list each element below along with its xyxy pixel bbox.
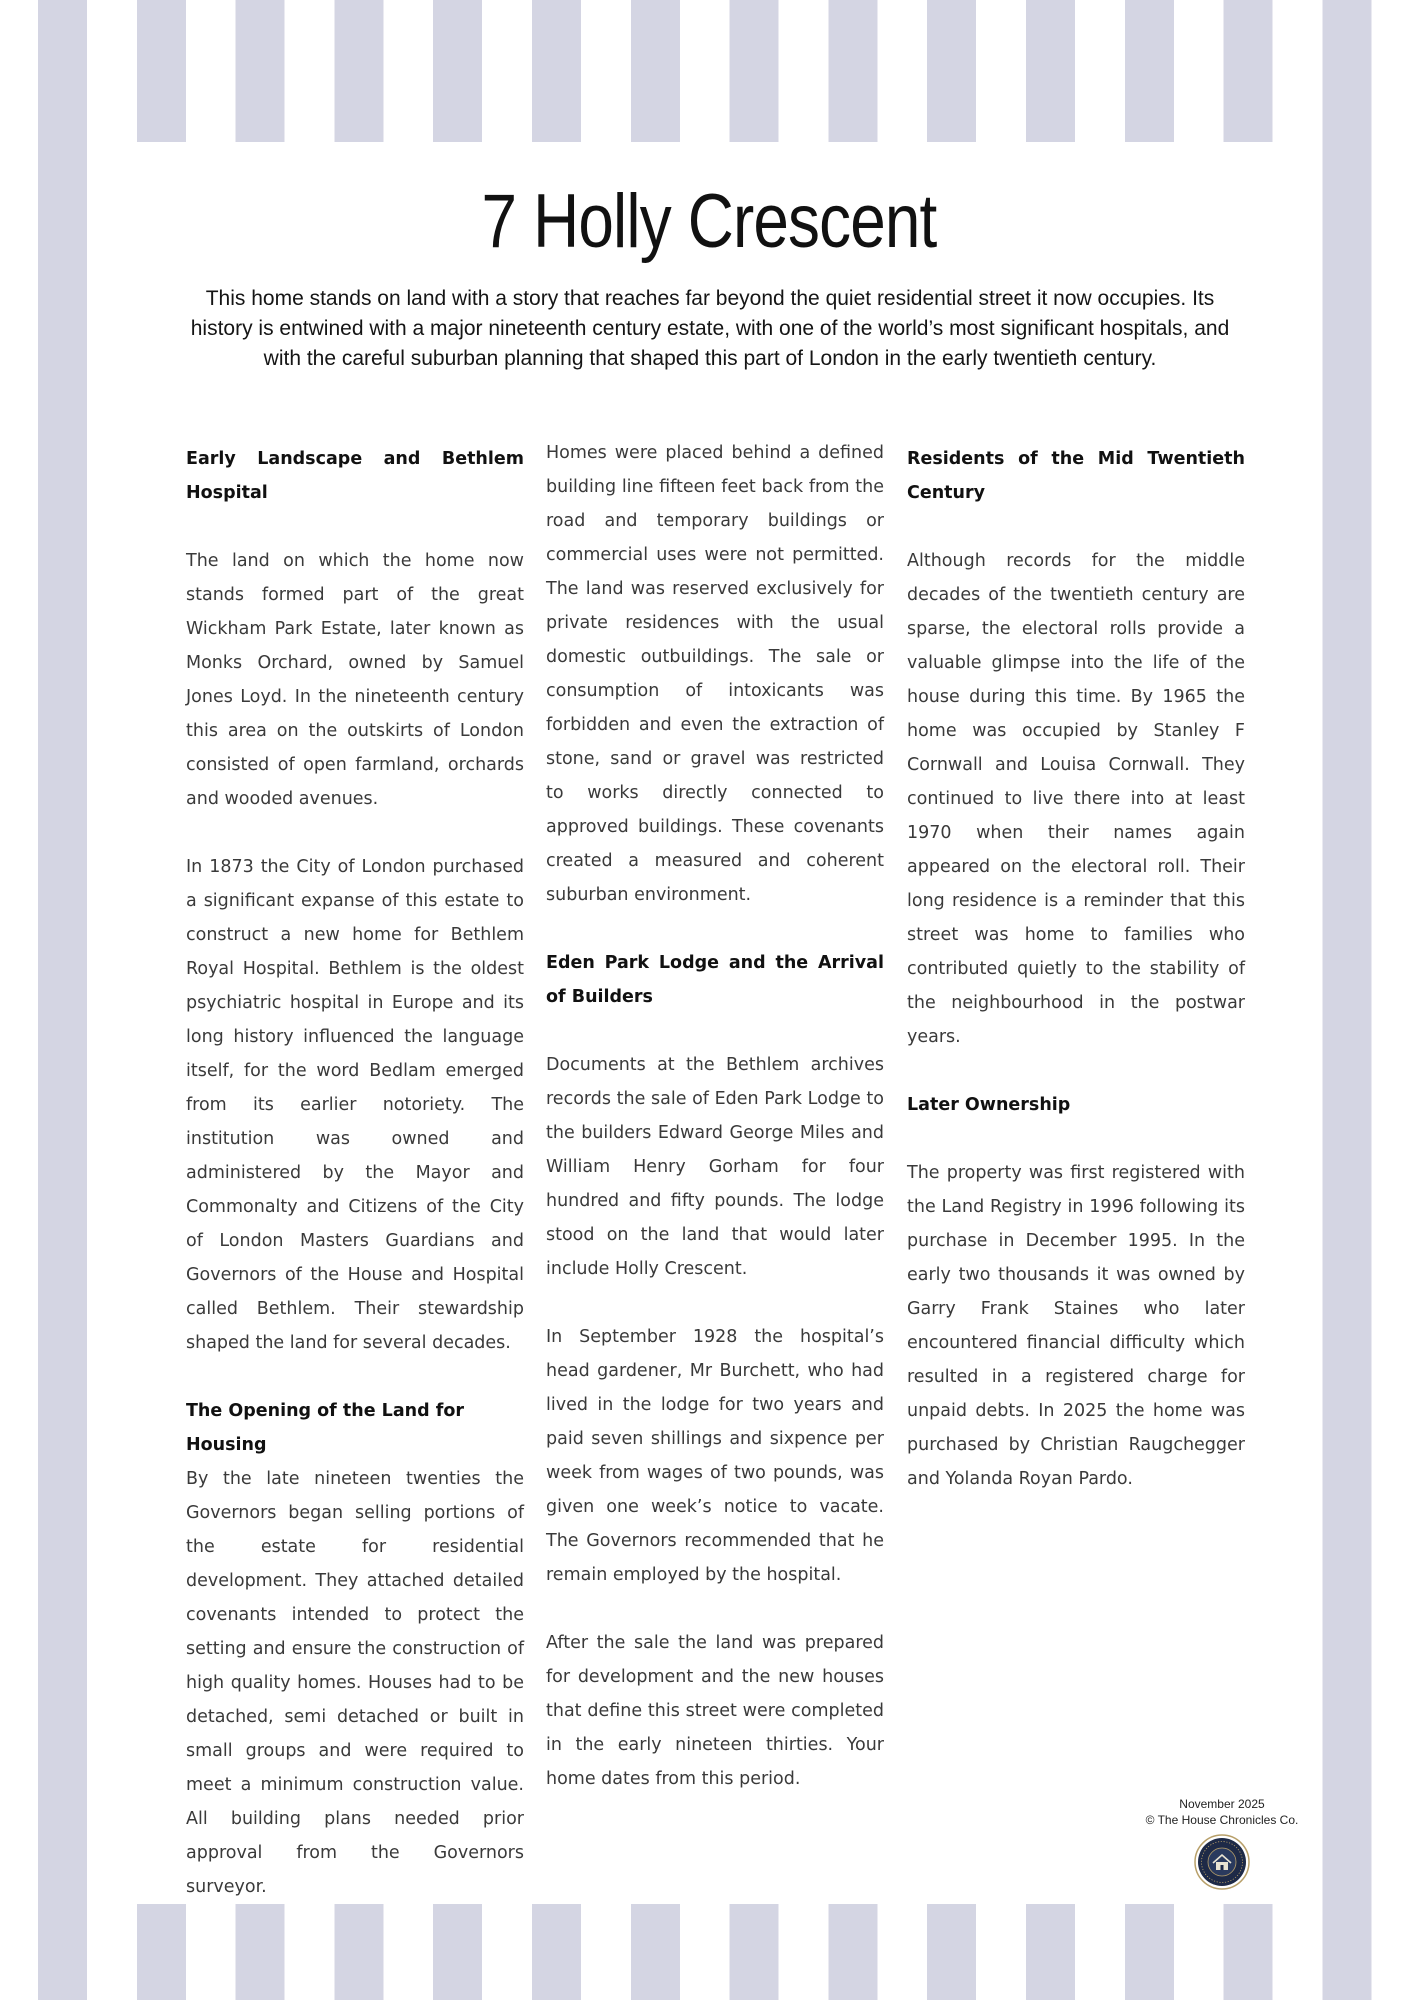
paragraph: Although records for the middle decades of the twentieth century are sparse, the electoral rolls provide a valuable glimpse into the life of the house during this time. By 1965 the home was occupied by Stanley F Cornwall and Louisa Cornwall. They continued to live there into at least 1970 when their names again appeared on the electoral roll. Their long residence is a reminder that this street was home to families who contributed quietly to the stability of the neighbourhood in the postwar years. — [907, 551, 1245, 1047]
column-left — [186, 442, 524, 1904]
heading-later-ownership: Later Ownership — [907, 1095, 1071, 1115]
paragraph: In 1873 the City of London purchased a significant expanse of this estate to construct a new home for Bethlem Royal Hospital. Bethlem is the oldest psychiatric hospital in Europe and its long history influenced the language itself, for the word Bedlam emerged from its earlier notoriety. The institution was owned and administered by the Mayor and Commonalty and Citizens of the City of London Masters Guardians and Governors of the House and Hospital called Bethlem. Their stewardship shaped the land for several decades. — [186, 857, 524, 1353]
column-middle — [546, 436, 884, 1796]
heading-residents: Residents of the Mid Twentieth Century — [907, 449, 1245, 503]
document-sheet — [116, 142, 1302, 1904]
paragraph: The property was first registered with the Land Registry in 1996 following its purchase in December 1995. In the early two thousands it was owned by Garry Frank Staines who later encountered financial difficulty which resulted in a registered charge for unpaid debts. In 2025 the home was purchased by Christian Raugchegger and Yolanda Royan Pardo. — [907, 1163, 1245, 1489]
heading-eden-park-lodge: Eden Park Lodge and the Arrival of Builders — [546, 953, 884, 1007]
paragraph: By the late nineteen twenties the Governors began selling portions of the estate for residential development. They attached detailed covenants intended to protect the setting and ensure the construction of high quality homes. Houses had to be detached, semi detached or built in small groups and were required to meet a minimum construction value. All building plans needed prior approval from the Governors surveyor. — [186, 1469, 524, 1897]
footer-date: November 2025 — [1179, 1797, 1265, 1811]
paragraph: Homes were placed behind a defined building line fifteen feet back from the road and temporary buildings or commercial uses were not permitted. The land was reserved exclusively for private residences with the usual domestic outbuildings. The sale or consumption of intoxicants was forbidden and even the extraction of stone, sand or gravel was restricted to works directly connected to approved buildings. These covenants created a measured and coherent suburban environment. — [546, 443, 884, 905]
page-title: 7 Holly Crescent — [481, 179, 937, 264]
paragraph: In September 1928 the hospital’s head gardener, Mr Burchett, who had lived in the lodge for two years and paid seven shillings and sixpence per week from wages of two pounds, was given one week’s notice to vacate. The Governors recommended that he remain employed by the hospital. — [546, 1327, 884, 1585]
footer — [1122, 1796, 1322, 1828]
footer-copyright: © The House Chronicles Co. — [1145, 1813, 1299, 1827]
intro-paragraph: This home stands on land with a story that reaches far beyond the quiet residential street it now occupies. Its history is entwined with a major nineteenth century estate, with one of the world’s most significant hospitals, and with the careful suburban planning that shaped this part of London in the early twentieth century. — [190, 287, 1230, 370]
paragraph: The land on which the home now stands formed part of the great Wickham Park Estate, later known as Monks Orchard, owned by Samuel Jones Loyd. In the nineteenth century this area on the outskirts of London consisted of open farmland, orchards and wooded avenues. — [186, 551, 524, 809]
paragraph: Documents at the Bethlem archives records the sale of Eden Park Lodge to the builders Edward George Miles and William Henry Gorham for four hundred and fifty pounds. The lodge stood on the land that would later include Holly Crescent. — [546, 1055, 884, 1279]
heading-opening-land: The Opening of the Land for Housing — [186, 1401, 464, 1455]
column-right — [907, 442, 1245, 1496]
heading-early-landscape: Early Landscape and Bethlem Hospital — [186, 449, 524, 503]
house-seal-icon — [1194, 1834, 1250, 1890]
paragraph: After the sale the land was prepared for development and the new houses that define this street were completed in the early nineteen thirties. Your home dates from this period. — [546, 1633, 884, 1789]
